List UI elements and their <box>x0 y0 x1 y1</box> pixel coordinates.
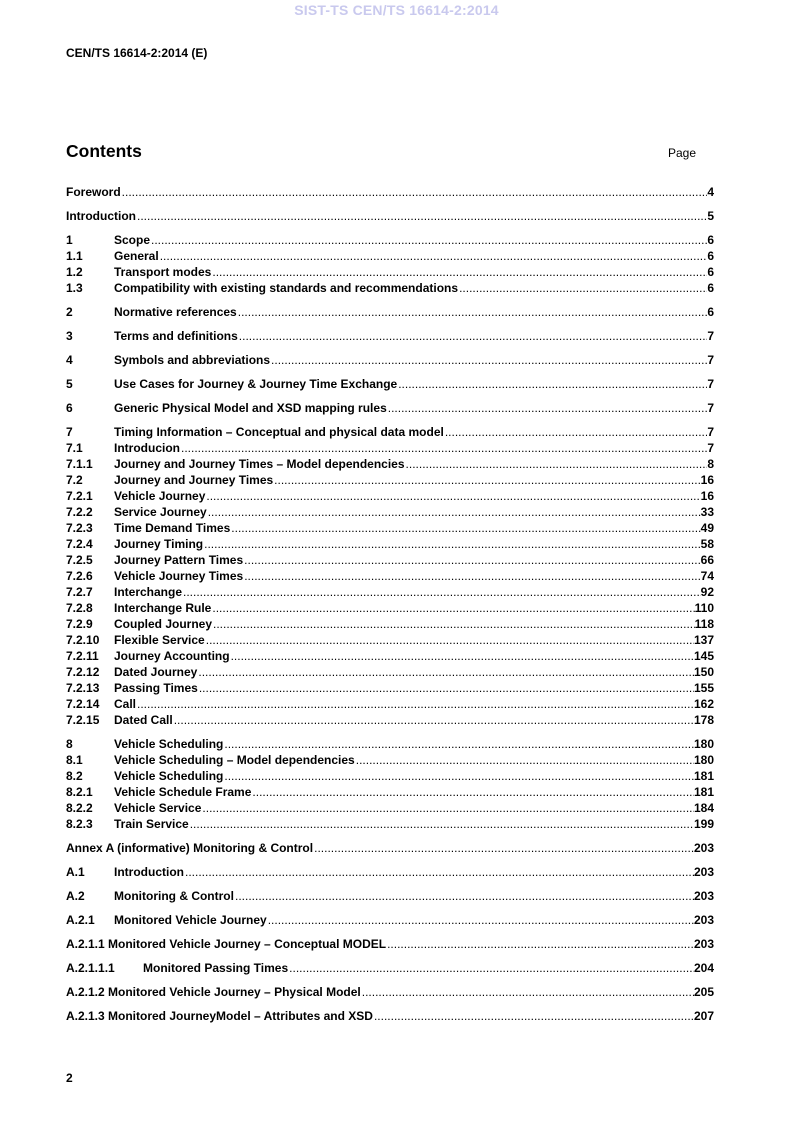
toc-entry[interactable] <box>66 328 714 344</box>
toc-dot-leader <box>223 768 694 784</box>
toc-entry-page: 203 <box>693 865 714 879</box>
toc-entry-page: 118 <box>694 617 714 631</box>
toc-entry-page: 207 <box>693 1009 714 1023</box>
toc-entry-page: 203 <box>693 913 714 927</box>
toc-dot-leader <box>386 936 694 952</box>
toc-dot-leader <box>458 280 707 296</box>
toc-entry-page: 110 <box>694 601 714 615</box>
toc-dot-leader <box>405 456 708 472</box>
toc-entry-title: Journey Timing <box>114 537 204 551</box>
toc-entry[interactable] <box>66 960 714 976</box>
toc-entry[interactable] <box>66 616 714 632</box>
toc-entry-title: Use Cases for Journey & Journey Time Exchange <box>114 377 398 391</box>
toc-entry-title: Introducion <box>114 441 180 455</box>
toc-entry-number: 8.2.1 <box>66 785 93 799</box>
toc-entry-number: 8.1 <box>66 753 83 767</box>
toc-entry[interactable] <box>66 800 714 816</box>
toc-dot-leader <box>373 1008 694 1024</box>
toc-entry-page: 180 <box>693 737 714 751</box>
contents-heading: Contents <box>66 141 142 161</box>
toc-entry-page: 8 <box>707 457 714 471</box>
toc-entry-page: 7 <box>707 401 714 415</box>
toc-entry-title: Symbols and abbreviations <box>114 353 271 367</box>
toc-entry-title: Timing Information – Conceptual and physical data model <box>114 425 444 439</box>
toc-entry-page: 58 <box>700 537 714 551</box>
toc-entry[interactable] <box>66 248 714 264</box>
toc-dot-leader <box>150 232 707 248</box>
toc-entry-page: 6 <box>707 265 714 279</box>
toc-dot-leader <box>136 208 707 224</box>
toc-entry-number: 7.2 <box>66 473 83 487</box>
toc-entry-number: A.2.1 <box>66 913 95 927</box>
toc-dot-leader <box>159 248 708 264</box>
toc-entry-title: Terms and definitions <box>114 329 238 343</box>
toc-entry-number: 7.2.2 <box>66 505 93 519</box>
toc-entry[interactable] <box>66 1008 714 1024</box>
toc-entry-number: 3 <box>66 329 73 343</box>
toc-entry-page: 6 <box>707 233 714 247</box>
toc-entry[interactable] <box>66 712 714 728</box>
toc-dot-leader <box>230 648 694 664</box>
toc-entry-title: A.2.1.2 Monitored Vehicle Journey – Physical Model <box>66 985 361 999</box>
toc-entry[interactable] <box>66 584 714 600</box>
toc-entry[interactable] <box>66 600 714 616</box>
toc-entry-title: Journey and Journey Times <box>114 473 274 487</box>
toc-entry[interactable] <box>66 936 714 952</box>
watermark: SIST-TS CEN/TS 16614-2:2014 <box>294 2 499 18</box>
toc-dot-leader <box>136 696 694 712</box>
toc-dot-leader <box>212 616 695 632</box>
toc-dot-leader <box>387 400 708 416</box>
toc-dot-leader <box>273 472 700 488</box>
toc-entry-title: Train Service <box>114 817 189 831</box>
toc-entry[interactable] <box>66 424 714 440</box>
toc-entry-number: 8.2.3 <box>66 817 93 831</box>
toc-entry-number: 7.1.1 <box>66 457 93 471</box>
toc-entry-number: 7 <box>66 425 73 439</box>
toc-entry-title: Call <box>114 697 137 711</box>
toc-entry-number: 4 <box>66 353 73 367</box>
toc-entry-title: Vehicle Scheduling <box>114 769 224 783</box>
toc-entry-title: Monitored Vehicle Journey <box>114 913 267 927</box>
toc-entry-number: 2 <box>66 305 73 319</box>
toc-dot-leader <box>223 736 694 752</box>
toc-entry-number: 7.2.7 <box>66 585 93 599</box>
toc-entry-title: Monitored Passing Times <box>143 961 289 975</box>
toc-entry-page: 6 <box>707 281 714 295</box>
toc-entry-page: 203 <box>693 937 714 951</box>
toc-dot-leader <box>267 912 694 928</box>
toc-entry-number: 1.3 <box>66 281 83 295</box>
toc-entry[interactable] <box>66 232 714 248</box>
toc-entry-title: Annex A (informative) Monitoring & Control <box>66 841 314 855</box>
toc-entry[interactable] <box>66 280 714 296</box>
toc-entry-title: Passing Times <box>114 681 198 695</box>
toc-dot-leader <box>201 800 694 816</box>
toc-entry-page: 181 <box>693 785 714 799</box>
toc-entry-number: 5 <box>66 377 73 391</box>
toc-dot-leader <box>361 984 694 1000</box>
toc-entry-number: A.2.1.1.1 <box>66 961 115 975</box>
toc-entry-number: 8 <box>66 737 73 751</box>
toc-entry[interactable] <box>66 752 714 768</box>
toc-entry-page: 5 <box>707 209 714 223</box>
toc-entry-title: Coupled Journey <box>114 617 213 631</box>
toc-entry-page: 16 <box>700 473 714 487</box>
toc-entry[interactable] <box>66 304 714 320</box>
toc-entry-title: Compatibility with existing standards and recommendations <box>114 281 459 295</box>
toc-entry[interactable] <box>66 680 714 696</box>
toc-dot-leader <box>180 440 707 456</box>
toc-entry-number: 7.2.1 <box>66 489 93 503</box>
toc-entry[interactable] <box>66 504 714 520</box>
toc-dot-leader <box>211 600 694 616</box>
toc-entry-title: Generic Physical Model and XSD mapping rules <box>114 401 387 415</box>
toc-entry-page: 7 <box>707 425 714 439</box>
toc-entry[interactable] <box>66 568 714 584</box>
toc-dot-leader <box>182 584 701 600</box>
toc-dot-leader <box>238 328 708 344</box>
toc-entry[interactable] <box>66 472 714 488</box>
toc-entry-page: 7 <box>707 377 714 391</box>
toc-dot-leader <box>313 840 694 856</box>
toc-entry-number: 7.2.5 <box>66 553 93 567</box>
toc-entry-number: 1 <box>66 233 73 247</box>
toc-entry-number: 1.2 <box>66 265 83 279</box>
toc-entry-page: 7 <box>707 441 714 455</box>
toc-entry-page: 203 <box>693 889 714 903</box>
toc-entry[interactable] <box>66 888 714 904</box>
toc-entry-page: 74 <box>700 569 714 583</box>
toc-entry-number: 1.1 <box>66 249 83 263</box>
toc-entry-title: Journey and Journey Times – Model dependencies <box>114 457 405 471</box>
toc-entry-number: 7.2.10 <box>66 633 100 647</box>
toc-entry-title: Dated Journey <box>114 665 198 679</box>
toc-entry[interactable] <box>66 736 714 752</box>
toc-entry-page: 184 <box>693 801 714 815</box>
toc-entry-number: 7.2.14 <box>66 697 100 711</box>
toc-entry-page: 205 <box>693 985 714 999</box>
toc-entry-page: 150 <box>693 665 714 679</box>
toc-entry[interactable] <box>66 440 714 456</box>
toc-entry-number: 7.2.9 <box>66 617 93 631</box>
toc-entry[interactable] <box>66 552 714 568</box>
toc-entry-title: Vehicle Scheduling <box>114 737 224 751</box>
toc-dot-leader <box>251 784 694 800</box>
page-column-label: Page <box>668 146 697 160</box>
toc-entry-page: 199 <box>693 817 714 831</box>
toc-entry[interactable] <box>66 816 714 832</box>
toc-dot-leader <box>211 264 707 280</box>
toc-dot-leader <box>288 960 694 976</box>
toc-entry-title: Dated Call <box>114 713 173 727</box>
toc-entry-title: General <box>114 249 159 263</box>
toc-entry-page: 4 <box>707 185 714 199</box>
toc-entry-title: Interchange <box>114 585 183 599</box>
toc-dot-leader <box>205 488 700 504</box>
toc-entry[interactable] <box>66 632 714 648</box>
toc-entry-number: 7.1 <box>66 441 83 455</box>
toc-entry-title: Vehicle Journey <box>114 489 206 503</box>
toc-entry-title: Introduction <box>114 865 184 879</box>
toc-entry-title: Vehicle Scheduling – Model dependencies <box>114 753 355 767</box>
toc-dot-leader <box>184 864 694 880</box>
toc-entry[interactable] <box>66 488 714 504</box>
toc-entry-title: Monitoring & Control <box>114 889 234 903</box>
toc-entry-title: Vehicle Schedule Frame <box>114 785 252 799</box>
toc-entry-title: Time Demand Times <box>114 521 231 535</box>
toc-entry-number: A.2 <box>66 889 85 903</box>
toc-dot-leader <box>270 352 707 368</box>
toc-dot-leader <box>189 816 694 832</box>
toc-dot-leader <box>203 536 701 552</box>
toc-dot-leader <box>237 304 708 320</box>
toc-entry-page: 7 <box>707 353 714 367</box>
toc-entry-title: Normative references <box>114 305 237 319</box>
toc-dot-leader <box>444 424 707 440</box>
toc-entry[interactable] <box>66 520 714 536</box>
toc-entry-number: 7.2.13 <box>66 681 100 695</box>
toc-dot-leader <box>397 376 707 392</box>
toc-entry-page: 6 <box>707 305 714 319</box>
toc-entry[interactable] <box>66 840 714 856</box>
toc-entry-page: 137 <box>693 633 714 647</box>
toc-entry[interactable] <box>66 376 714 392</box>
toc-entry[interactable] <box>66 648 714 664</box>
toc-entry[interactable] <box>66 208 714 224</box>
toc-entry[interactable] <box>66 664 714 680</box>
toc-entry-page: 180 <box>693 753 714 767</box>
page-number: 2 <box>66 1071 73 1085</box>
toc-entry[interactable] <box>66 536 714 552</box>
toc-entry-title: A.2.1.1 Monitored Vehicle Journey – Conceptual MODEL <box>66 937 387 951</box>
toc-entry-page: 33 <box>700 505 714 519</box>
toc-entry-title: Journey Accounting <box>114 649 230 663</box>
toc-entry[interactable] <box>66 264 714 280</box>
toc-entry[interactable] <box>66 184 714 200</box>
toc-entry-title: Vehicle Service <box>114 801 202 815</box>
toc-entry[interactable] <box>66 864 714 880</box>
toc-entry-number: 7.2.12 <box>66 665 100 679</box>
toc-entry-page: 6 <box>707 249 714 263</box>
toc-entry[interactable] <box>66 696 714 712</box>
toc-dot-leader <box>197 664 694 680</box>
toc-entry-title: Flexible Service <box>114 633 205 647</box>
toc-dot-leader <box>243 552 700 568</box>
toc-entry-page: 7 <box>707 329 714 343</box>
toc-entry-number: 7.2.8 <box>66 601 93 615</box>
document-id-header: CEN/TS 16614-2:2014 (E) <box>66 46 208 60</box>
toc-entry-title: Vehicle Journey Times <box>114 569 244 583</box>
toc-entry-title: Introduction <box>66 209 136 223</box>
toc-dot-leader <box>243 568 700 584</box>
toc-entry-page: 66 <box>700 553 714 567</box>
toc-entry-page: 162 <box>693 697 714 711</box>
toc-dot-leader <box>355 752 694 768</box>
toc-entry[interactable] <box>66 400 714 416</box>
toc-entry[interactable] <box>66 784 714 800</box>
toc-entry-page: 203 <box>693 841 714 855</box>
toc-entry[interactable] <box>66 984 714 1000</box>
toc-entry-number: 7.2.11 <box>66 649 99 663</box>
toc-dot-leader <box>230 520 700 536</box>
toc-entry-page: 16 <box>700 489 714 503</box>
toc-dot-leader <box>234 888 694 904</box>
toc-entry-title: Foreword <box>66 185 121 199</box>
toc-entry-title: Transport modes <box>114 265 212 279</box>
toc-entry[interactable] <box>66 768 714 784</box>
toc-dot-leader <box>205 632 694 648</box>
toc-dot-leader <box>207 504 701 520</box>
toc-entry-number: 7.2.15 <box>66 713 100 727</box>
toc-entry-page: 155 <box>693 681 714 695</box>
toc-entry-title: Scope <box>114 233 151 247</box>
toc-entry-page: 178 <box>693 713 714 727</box>
toc-dot-leader <box>198 680 694 696</box>
toc-entry-number: 6 <box>66 401 73 415</box>
toc-entry-title: Service Journey <box>114 505 207 519</box>
toc-entry-number: 8.2 <box>66 769 83 783</box>
toc-entry-number: A.1 <box>66 865 85 879</box>
toc-dot-leader <box>121 184 708 200</box>
toc-entry-page: 49 <box>700 521 714 535</box>
toc-entry-title: A.2.1.3 Monitored JourneyModel – Attributes and XSD <box>66 1009 373 1023</box>
toc-entry-page: 181 <box>693 769 714 783</box>
toc-entry[interactable] <box>66 352 714 368</box>
toc-entry-title: Interchange Rule <box>114 601 212 615</box>
toc-entry-number: 7.2.4 <box>66 537 93 551</box>
toc-entry-page: 92 <box>700 585 714 599</box>
toc-entry-number: 8.2.2 <box>66 801 93 815</box>
toc-entry-number: 7.2.6 <box>66 569 93 583</box>
toc-dot-leader <box>173 712 694 728</box>
toc-entry-title: Journey Pattern Times <box>114 553 244 567</box>
toc-entry-page: 204 <box>693 961 714 975</box>
toc-entry[interactable] <box>66 456 714 472</box>
toc-entry[interactable] <box>66 912 714 928</box>
toc-entry-page: 145 <box>693 649 714 663</box>
toc-entry-number: 7.2.3 <box>66 521 93 535</box>
